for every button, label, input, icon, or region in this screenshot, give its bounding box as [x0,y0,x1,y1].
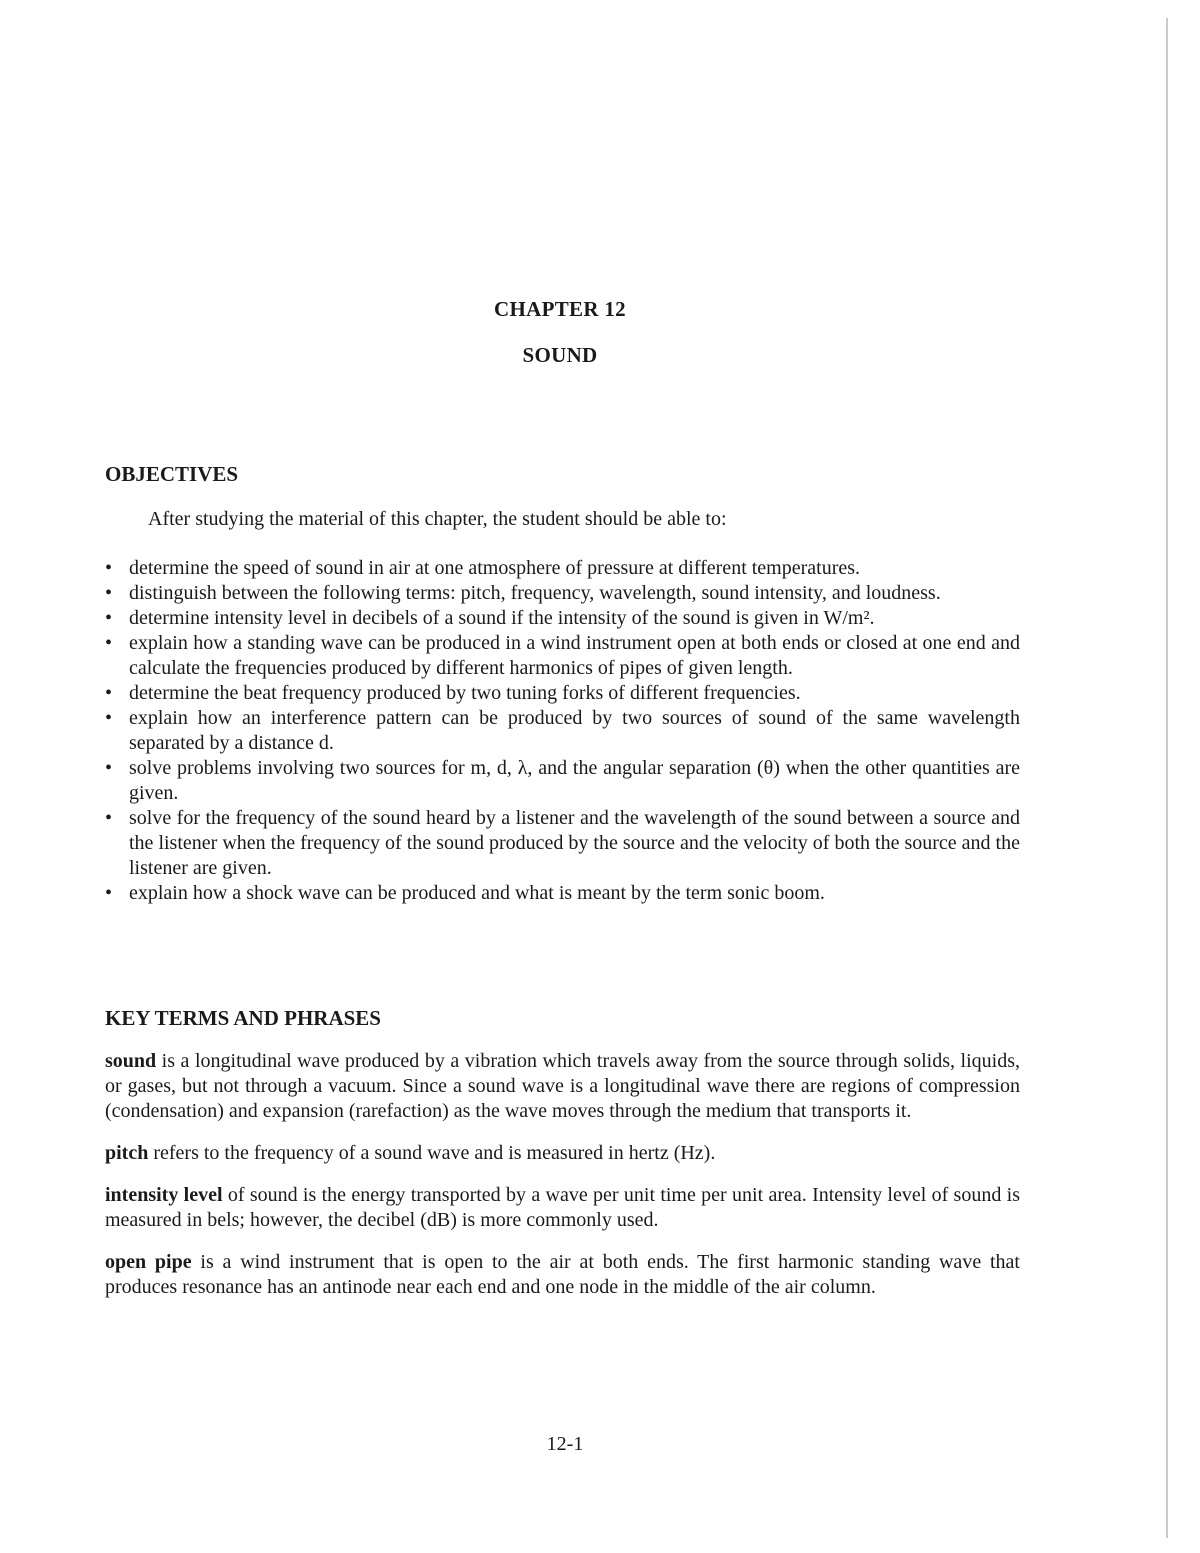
bullet-icon: • [105,682,113,704]
objective-text: solve problems involving two sources for m, d, λ, and the angular separation (θ) when the other quantities are given. [129,757,1020,804]
term-entry-open-pipe [105,1250,1020,1300]
list-item [105,806,1020,881]
list-item [105,881,1020,906]
objectives-list [105,556,1020,906]
page-number: 12-1 [546,1433,584,1455]
objectives-intro: After studying the material of this chapter, the student should be able to: [148,508,727,530]
key-terms-list [105,1049,1020,1317]
term-definition: is a wind instrument that is open to the air at both ends. The first harmonic standing wave that produces resonance has an antinode near each end and one node in the middle of the air column. [105,1251,1020,1298]
term-entry-sound [105,1049,1020,1124]
term-definition: refers to the frequency of a sound wave and is measured in hertz (Hz). [148,1142,716,1164]
chapter-number: CHAPTER 12 [494,297,626,321]
list-item [105,556,1020,581]
scanned-page-edge [1166,18,1168,1538]
list-item [105,681,1020,706]
term-entry-intensity-level [105,1183,1020,1233]
term-label: pitch [105,1142,149,1164]
bullet-icon: • [105,607,113,629]
objective-text: determine the speed of sound in air at one atmosphere of pressure at different temperatures. [129,557,861,579]
term-label: open pipe [105,1251,192,1273]
bullet-icon: • [105,557,113,579]
objective-text: determine the beat frequency produced by two tuning forks of different frequencies. [129,682,801,704]
term-entry-pitch [105,1141,1020,1166]
term-label: sound [105,1050,157,1072]
list-item [105,706,1020,756]
objective-text: explain how an interference pattern can be produced by two sources of sound of the same wavelength separated by a distance d. [129,707,1020,754]
term-definition: is a longitudinal wave produced by a vibration which travels away from the source through solids, liquids, or gases, but not through a vacuum. Since a sound wave is a longitudinal wave there are regions of compression (condensation) and expansion (rarefaction) as the wave moves through the medium that transports it. [105,1050,1020,1122]
bullet-icon: • [105,807,113,829]
list-item [105,606,1020,631]
list-item [105,581,1020,606]
bullet-icon: • [105,582,113,604]
list-item [105,756,1020,806]
objective-text: explain how a standing wave can be produced in a wind instrument open at both ends or closed at one end and calculate the frequencies produced by different harmonics of pipes of given length. [129,632,1020,679]
bullet-icon: • [105,757,113,779]
objective-text: solve for the frequency of the sound heard by a listener and the wavelength of the sound between a source and the listener when the frequency of the sound produced by the source and the velocity of both the source and the listener are given. [129,807,1020,879]
term-definition: of sound is the energy transported by a wave per unit time per unit area. Intensity level of sound is measured in bels; however, the decibel (dB) is more commonly used. [105,1184,1020,1231]
objective-text: determine intensity level in decibels of a sound if the intensity of the sound is given in W/m². [129,607,875,629]
bullet-icon: • [105,707,113,729]
objective-text: distinguish between the following terms: pitch, frequency, wavelength, sound intensity, and loudness. [129,582,941,604]
objective-text: explain how a shock wave can be produced and what is meant by the term sonic boom. [129,882,825,904]
bullet-icon: • [105,632,113,654]
key-terms-heading: KEY TERMS AND PHRASES [105,1006,381,1030]
objectives-heading: OBJECTIVES [105,462,239,486]
bullet-icon: • [105,882,113,904]
list-item [105,631,1020,681]
term-label: intensity level [105,1184,223,1206]
chapter-title: SOUND [522,343,598,367]
